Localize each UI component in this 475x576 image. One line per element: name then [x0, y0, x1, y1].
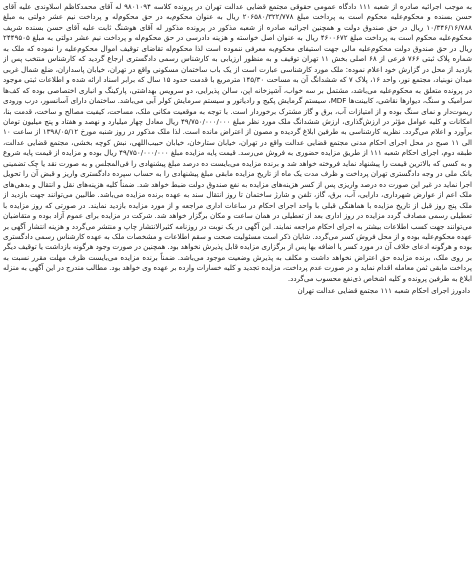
- court-auction-notice: [3, 2, 472, 574]
- notice-body-text: به موجب اجرائیه صادره از شعبه ۱۱۱ دادگاه عمومی حقوقی مجتمع قضایی عدالت تهران در پرونده کلاسه ۹۸۰۱۰۹۴ له آقای محمدکاظم اسلاوندی علیه آقای حسن بسنده و محکوم‌علیه محکوم است به پرداخت مبلغ ۲۰۶۵۸۰/۳۲۲/۷۷۸ ریال به عنوان محکوم‌به در حق محکوم‌له و پرداخت نیم عشر دولتی به مبلغ ۱۰/۳۴۶/۱۶/۷۸۸ ریال در حق صندوق دولت و همچنین اجرائیه صادره از شعبه مذکور در پرونده مذکور له آقای هوشنگ ثابت علیه آقای حسن بسنده شریف محکوم‌علیه محکوم است به پرداخت مبلغ ۴۶۰۰۶۷۲ ریال به عنوان اصل خواسته و هزینه دادرسی در حق محکوم‌له و پرداخت نیم عشر دولتی به مبلغ ۲۴۴۹۵۰۵ ریال در حق صندوق دولت محکوم‌علیه مالی جهت استیفای محکوم‌به معرفی ننموده است لذا محکوم‌له تقاضای توقیف اموال محکوم‌علیه را نموده که ملک به شماره پلاک ثبتی ۷۶۶ فرعی از ۶۸ اصلی بخش ۱۱ تهران توقیف و به منظور ارزیابی به کارشناس رسمی دادگستری ارجاع گردید که کارشناس منتخب پس از بازدید از محل در گزارش خود اعلام نموده: ملک مورد کارشناسی عبارت است از یک باب ساختمان مسکونی واقع در تهران، خیابان پاسداران، ضلع شمال غربی میدان نوبنیاد، مجتمع نور، واحد ۱۶، پلاک ۷ که ششدانگ آن به مساحت ۱۴۵/۳۰ مترمربع با قدمت حدود ۱۵ سال که برابر اسناد ارائه شده و اطلاعات ثبتی موجود در پرونده متعلق به محکوم‌علیه می‌باشد، مشتمل بر سه خواب، آشپزخانه اپن، سالن پذیرایی، دو سرویس بهداشتی، پارکینگ و انباری اختصاصی بوده که کف‌ها سرامیک و سنگ، دیوارها نقاشی، کابینت‌ها MDF، سیستم گرمایش پکیج و رادیاتور و سیستم سرمایش کولر آبی می‌باشد. ساختمان دارای آسانسور، درب ورودی ریموت‌دار و نمای سنگ بوده و از امتیازات آب، برق و گاز مشترک برخوردار است. با توجه به موقعیت مکانی ملک، مساحت، کیفیت مصالح و ساخت، قدمت بنا، امکانات و کلیه عوامل مؤثر در ارزش‌گذاری، ارزش ششدانگ ملک مورد نظر مبلغ ۴۹/۷۵۰/۰۰۰/۰۰۰ ریال معادل چهار میلیارد و نهصد و هفتاد و پنج میلیون تومان برآورد و اعلام می‌گردد. نظریه کارشناسی به طرفین ابلاغ گردیده و مصون از اعتراض مانده است. لذا ملک مذکور در روز شنبه مورخ ۱۳۹۸/۰۵/۱۲ از ساعت ۱۰ الی ۱۱ صبح در محل اجرای احکام مدنی مجتمع قضایی عدالت واقع در تهران، خیابان ستارخان، خیابان حبیب‌اللهی، نبش کوچه بخشی، مجتمع قضایی عدالت، طبقه دوم، اجرای احکام شعبه ۱۱۱ از طریق مزایده حضوری به فروش می‌رسد. قیمت پایه مزایده مبلغ ۴۹/۷۵۰/۰۰۰/۰۰۰ ریال بوده و مزایده از قیمت پایه شروع و به کسی که بالاترین قیمت را پیشنهاد نماید فروخته خواهد شد و برنده مزایده می‌بایست ده درصد مبلغ پیشنهادی را فی‌المجلس و به صورت نقد یا چک تضمینی بانک ملی در وجه دادگستری تهران پرداخت و ظرف مدت یک ماه از تاریخ مزایده مابقی مبلغ پیشنهادی را به حساب سپرده دادگستری واریز و قبض آن را تحویل اجرا نماید در غیر این صورت ده درصد واریزی پس از کسر هزینه‌های مزایده به نفع صندوق دولت ضبط خواهد شد. ضمناً کلیه هزینه‌های نقل و انتقال و بدهی‌های ملک اعم از عوارض شهرداری، دارایی، آب، برق، گاز، تلفن و شارژ ساختمان تا روز انتقال سند به عهده برنده مزایده می‌باشد. طالبین می‌توانند جهت بازدید از ملک پنج روز قبل از تاریخ مزایده با هماهنگی قبلی با واحد اجرای احکام در ساعات اداری مراجعه و از مورد مزایده بازدید نمایند. در صورتی که روز مزایده با تعطیلی رسمی مصادف گردد مزایده در روز اداری بعد از تعطیلی در همان ساعت و مکان برگزار خواهد شد. شرکت در مزایده برای عموم آزاد بوده و متقاضیان می‌توانند جهت کسب اطلاعات بیشتر به اجرای احکام مراجعه نمایند. این آگهی در یک نوبت در روزنامه کثیرالانتشار چاپ و منتشر می‌گردد و هزینه انتشار آگهی بر عهده محکوم‌علیه بوده و از محل فروش کسر می‌گردد. شایان ذکر است مسئولیت صحت و سقم اطلاعات و مشخصات ملک به عهده کارشناس رسمی دادگستری بوده و هرگونه ادعای خلاف آن در مورد کسر یا اضافه بها پس از برگزاری مزایده قابل پذیرش نخواهد بود. همچنین در صورت وجود هرگونه بازداشت یا توقیف دیگر بر روی ملک، برنده مزایده حق اعتراض نخواهد داشت و مکلف به پذیرش وضعیت موجود می‌باشد. ضمناً برنده مزایده می‌بایست ظرف مهلت مقرر نسبت به پرداخت مابقی ثمن معامله اقدام نماید و در صورت عدم پرداخت، مزایده تجدید و کلیه خسارات وارده بر عهده وی خواهد بود. مطالب مندرج در این آگهی به منزله ابلاغ به طرفین پرونده و کلیه اشخاص ذی‌نفع محسوب می‌گردد.: [3, 2, 472, 283]
- notice-signature: دادورز اجرای احکام شعبه ۱۱۱ مجتمع قضایی عدالت تهران: [297, 286, 470, 296]
